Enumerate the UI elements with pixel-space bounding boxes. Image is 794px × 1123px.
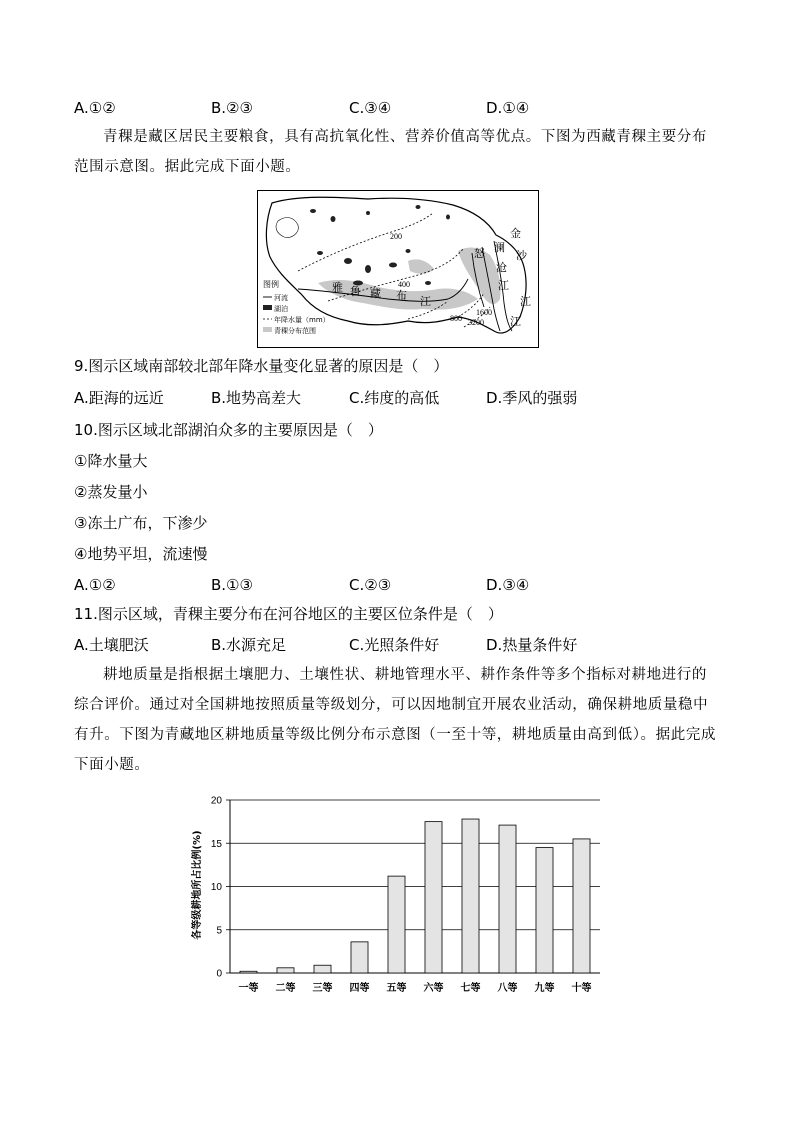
q11-option-a: A.土壤肥沃 <box>74 636 149 654</box>
chart-x-tick-label-8: 八等 <box>497 983 518 994</box>
chart-y-tick-label-10: 10 <box>210 882 222 893</box>
legend-isohyet: 年降水量（mm） <box>274 316 330 324</box>
chart-x-tick-label-3: 三等 <box>312 983 333 994</box>
q10-option-d: D.③④ <box>486 576 530 594</box>
isohyet-label-800: 800 <box>450 314 462 323</box>
chart-x-tick-label-9: 九等 <box>534 983 555 994</box>
chart-bar-7 <box>462 819 479 973</box>
isohyet-label-400: 400 <box>398 280 410 289</box>
isohyet-label-3200: 3200 <box>468 318 484 327</box>
q9-option-d: D.季风的强弱 <box>486 389 578 407</box>
q10-item-3: ③冻土广布，下渗少 <box>74 514 208 532</box>
intro-paragraph-barley: 青稞是藏区居民主要粮食，具有高抗氧化性、营养价值高等优点。下图为西藏青稞主要分布范围示意图。据此完成下面小题。 <box>74 129 707 175</box>
legend-river: 河流 <box>274 294 288 302</box>
chart-x-tick-label-4: 四等 <box>349 983 370 994</box>
jinsha-char-2: 沙 <box>516 249 527 262</box>
q11-option-c: C.光照条件好 <box>349 636 440 654</box>
chart-bar-3 <box>314 965 331 973</box>
map-svg <box>258 191 538 347</box>
legend-title: 图例 <box>263 280 279 289</box>
q9-option-a: A.距海的远近 <box>74 389 164 407</box>
chart-bar-10 <box>573 839 590 973</box>
isohyet-label-200: 200 <box>390 232 402 241</box>
chart-x-tick-label-6: 六等 <box>423 983 444 994</box>
q9-option-c: C.纬度的高低 <box>349 389 440 407</box>
barley-distribution-map <box>257 190 539 348</box>
chart-x-tick-label-5: 五等 <box>386 983 407 994</box>
legend-barley: 青稞分布范围 <box>274 327 316 335</box>
chart-bar-6 <box>425 822 442 973</box>
chart-bar-4 <box>351 942 368 973</box>
q10-option-b: B.①③ <box>211 576 253 594</box>
isohyet-label-1600: 1600 <box>476 308 492 317</box>
q8-option-b: B.②③ <box>211 99 253 117</box>
legend-lake: 湖泊 <box>274 305 288 313</box>
chart-x-tick-label-7: 七等 <box>460 983 481 994</box>
q10-item-1: ①降水量大 <box>74 452 148 470</box>
q11-option-d: D.热量条件好 <box>486 636 578 654</box>
legend-lake-swatch <box>263 305 272 310</box>
chart-bar-9 <box>536 848 553 973</box>
nu-char-1: 怒 <box>474 247 485 260</box>
chart-x-tick-label-2: 二等 <box>275 983 296 994</box>
chart-x-tick-label-10: 十等 <box>571 983 592 994</box>
q8-option-a: A.①② <box>74 99 116 117</box>
q10-stem: 10.图示区域北部湖泊众多的主要原因是（ ） <box>74 421 383 439</box>
chart-bar-1 <box>240 971 257 973</box>
jinsha-char-3: 江 <box>520 295 531 308</box>
chart-bar-5 <box>388 876 405 973</box>
lancang-char-1: 澜 <box>494 241 505 254</box>
river-char-5: 江 <box>420 295 431 308</box>
lancang-char-2: 沧 <box>496 261 507 274</box>
river-char-2: 鲁 <box>350 285 361 298</box>
river-char-3: 藏 <box>370 287 381 300</box>
river-char-4: 布 <box>396 289 407 302</box>
q9-option-b: B.地势高差大 <box>211 389 302 407</box>
q11-stem: 11.图示区域，青稞主要分布在河谷地区的主要区位条件是（ ） <box>74 605 503 623</box>
chart-y-tick-label-20: 20 <box>210 795 222 807</box>
q11-option-b: B.水源充足 <box>211 636 287 654</box>
q10-option-c: C.②③ <box>349 576 392 594</box>
intro-paragraph-farmland: 耕地质量是指根据土壤肥力、土壤性状、耕地管理水平、耕作条件等多个指标对耕地进行的综合评价。通过对全国耕地按照质量等级划分，可以因地制宜开展农业活动，确保耕地质量稳中有升。下图为青藏地区耕地质量等级比例分布示意图（一至十等，耕地质量由高到低）。据此完成下面小题。 <box>74 667 717 773</box>
q9-stem: 9.图示区域南部较北部年降水量变化显著的原因是（ ） <box>74 357 449 375</box>
q10-item-2: ②蒸发量小 <box>74 483 148 501</box>
chart-bar-2 <box>277 968 294 973</box>
chart-y-tick-label-15: 15 <box>210 838 222 850</box>
farmland-quality-chart <box>180 785 610 1000</box>
q8-option-c: C.③④ <box>349 99 392 117</box>
chart-y-tick-label-0: 0 <box>216 968 222 980</box>
lancang-char-3: 江 <box>498 279 509 292</box>
chart-x-tick-label-1: 一等 <box>238 983 259 994</box>
river-char-1: 雅 <box>332 281 343 294</box>
chart-svg <box>180 785 610 1000</box>
q8-option-d: D.①④ <box>486 99 530 117</box>
q10-item-4: ④地势平坦，流速慢 <box>74 545 208 563</box>
chart-bar-8 <box>499 825 516 973</box>
chart-y-tick-label-5: 5 <box>216 925 222 937</box>
chart-y-axis-label: 各等级耕地所占比例(%) <box>192 830 203 940</box>
jinsha-char-1: 金 <box>510 227 521 240</box>
legend-barley-swatch <box>263 327 272 332</box>
nu-char-2: 江 <box>510 315 521 328</box>
q10-option-a: A.①② <box>74 576 116 594</box>
